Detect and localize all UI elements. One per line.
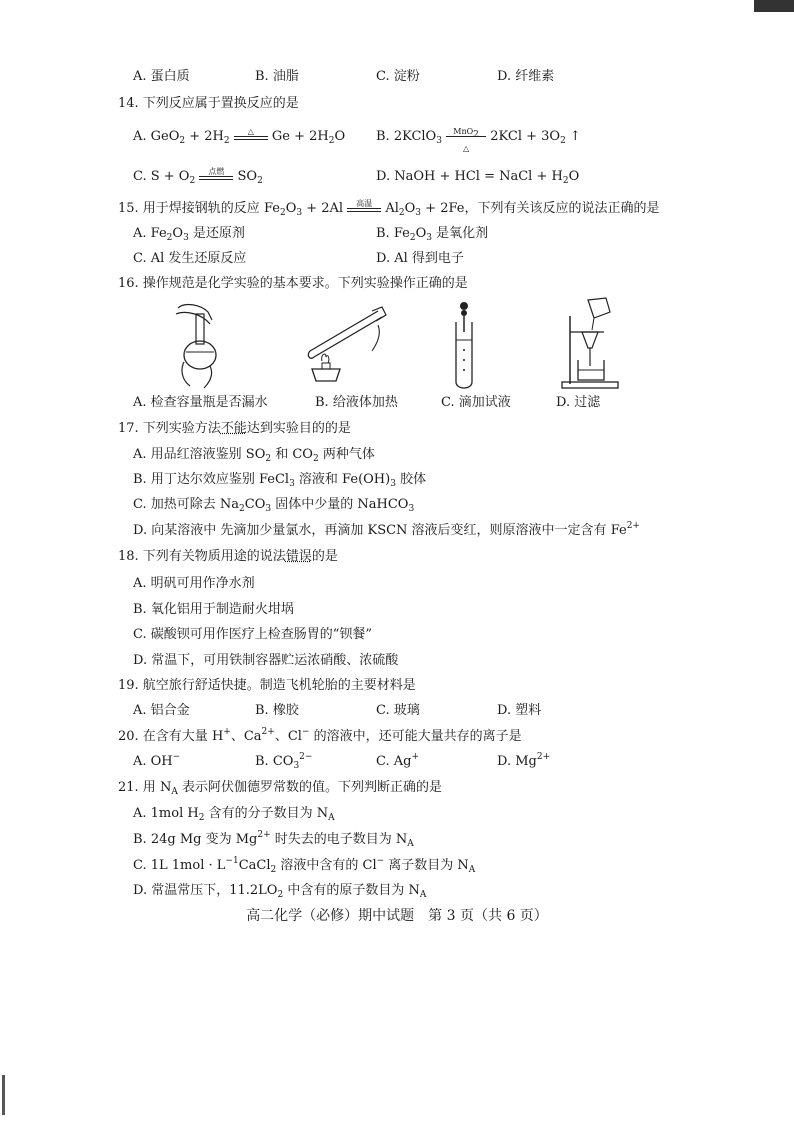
q18-option-d: D. 常温下，可用铁制容器贮运浓硝酸、浓硫酸 (133, 653, 399, 668)
q17-option-b: B. 用丁达尔效应鉴别 FeCl$_3$ 溶液和 $Fe(OH)_3$ 胶体 (133, 472, 427, 489)
equal-sign-arrow: △ (234, 130, 268, 144)
q21-option-b: B. 24g Mg 变为 $Mg^{2+}$ 时失去的电子数目为 $N_A$ (133, 830, 414, 849)
emphasis-text: 不能 (220, 421, 247, 436)
emphasis-text: 错误 (285, 549, 312, 564)
q15-option-a: A. $Fe_2O_3$ 是还原剂 (133, 226, 245, 243)
q13-option-d: D. 纤维素 (497, 69, 555, 84)
q20-option-a: A. OH− (133, 752, 181, 769)
q21-option-c: C. 1L $1mol \cdot L^{-1}CaCl_2$ 溶液中含有的 Cl− 离子数目为 $N_A$ (133, 856, 476, 875)
q15-option-b: B. $Fe_2O_3$ 是氧化剂 (376, 226, 489, 243)
q20-option-b: B. $CO_3^{2-}$ (255, 752, 313, 771)
q16-option-a: A. 检查容量瓶是否漏水 (133, 395, 268, 410)
q21-stem: 21. 用 $N_A$ 表示阿伏伽德罗常数的值。下列判断正确的是 (118, 780, 442, 797)
flask-leak-check-illustration (170, 300, 230, 390)
q19-option-c: C. 玻璃 (376, 703, 420, 718)
q14-option-b: B. 2KClO$_3$ MnO$_2$ △ $2KCl + 3O_2$ ↑ (376, 126, 581, 153)
q19-option-a: A. 铝合金 (133, 703, 190, 718)
q18-option-c: C. 碳酸钡可用作医疗上检查肠胃的“钡餐” (133, 627, 373, 642)
q16-option-b: B. 给液体加热 (315, 395, 398, 410)
q14-option-d: D. NaOH + HCl = NaCl + $H_2O$ (376, 169, 580, 186)
q17-option-d: D. 向某溶液中 先滴加少量氯水，再滴加 KSCN 溶液后变红，则原溶液中一定含有 $Fe^{2+}$ (133, 521, 640, 538)
q17-option-a: A. 用品红溶液鉴别 $SO_2$ 和 $CO_2$ 两种气体 (133, 447, 375, 464)
q19-stem: 19. 航空旅行舒适快捷。制造飞机轮胎的主要材料是 (118, 678, 416, 693)
q21-option-d: D. 常温常压下，$11.2LO_2$ 中含有的原子数目为 $N_A$ (133, 883, 427, 900)
q16-option-c: C. 滴加试液 (441, 395, 511, 410)
page-footer: 高二化学（必修）期中试题 第 3 页（共 6 页） (246, 908, 548, 924)
q19-option-d: D. 塑料 (497, 703, 542, 718)
q15-stem: 15. 用于焊接钢轨的反应 $Fe_2O_3 + 2Al$ 高温 $Al_2O_3 + 2Fe$，下列有关该反应的说法正确的是 (118, 198, 660, 218)
q13-option-a: A. 蛋白质 (133, 69, 190, 84)
equal-sign-arrow: 点燃 (199, 170, 233, 184)
q13-option-b: B. 油脂 (255, 69, 299, 84)
equal-sign-arrow: 高温 (347, 202, 381, 216)
q17-option-c: C. 加热可除去 $Na_2CO_3$ 固体中少量的 NaHCO$_3$ (133, 497, 415, 514)
q21-option-a: A. 1mol $H_2$ 含有的分子数目为 $N_A$ (133, 806, 335, 823)
q20-option-c: C. Ag+ (376, 752, 420, 769)
q20-option-d: D. $Mg^{2+}$ (497, 752, 551, 769)
dropper-test-tube-illustration (452, 300, 478, 392)
scan-corner-mark (754, 0, 794, 12)
q17-stem: 17. 下列实验方法不能达到实验目的的是 (118, 421, 351, 436)
q18-option-a: A. 明矾可用作净水剂 (133, 576, 255, 591)
q15-option-d: D. Al 得到电子 (376, 251, 464, 266)
filtration-illustration (560, 296, 622, 392)
q14-option-c: C. $S + O_2$ 点燃 $SO_2$ (133, 166, 263, 186)
q19-option-b: B. 橡胶 (255, 703, 299, 718)
scan-edge-mark (2, 1075, 5, 1115)
q16-stem: 16. 操作规范是化学实验的基本要求。下列实验操作正确的是 (118, 276, 468, 291)
q14-stem: 14. 下列反应属于置换反应的是 (118, 96, 299, 111)
q13-option-c: C. 淀粉 (376, 69, 420, 84)
q14-option-a: A. $GeO_2 + 2H_2$ △ $Ge + 2H_2O$ (133, 126, 346, 146)
q20-stem: 20. 在含有大量 H+、$Ca^{2+}$、Cl− 的溶液中，还可能大量共存的离子是 (118, 727, 522, 744)
q15-option-c: C. Al 发生还原反应 (133, 251, 247, 266)
q18-option-b: B. 氧化铝用于制造耐火坩埚 (133, 602, 294, 617)
q16-option-d: D. 过滤 (556, 395, 601, 410)
heating-liquid-illustration (296, 305, 392, 385)
q18-stem: 18. 下列有关物质用途的说法错误的是 (118, 549, 338, 564)
reaction-arrow: MnO$_2$ △ (446, 130, 486, 144)
